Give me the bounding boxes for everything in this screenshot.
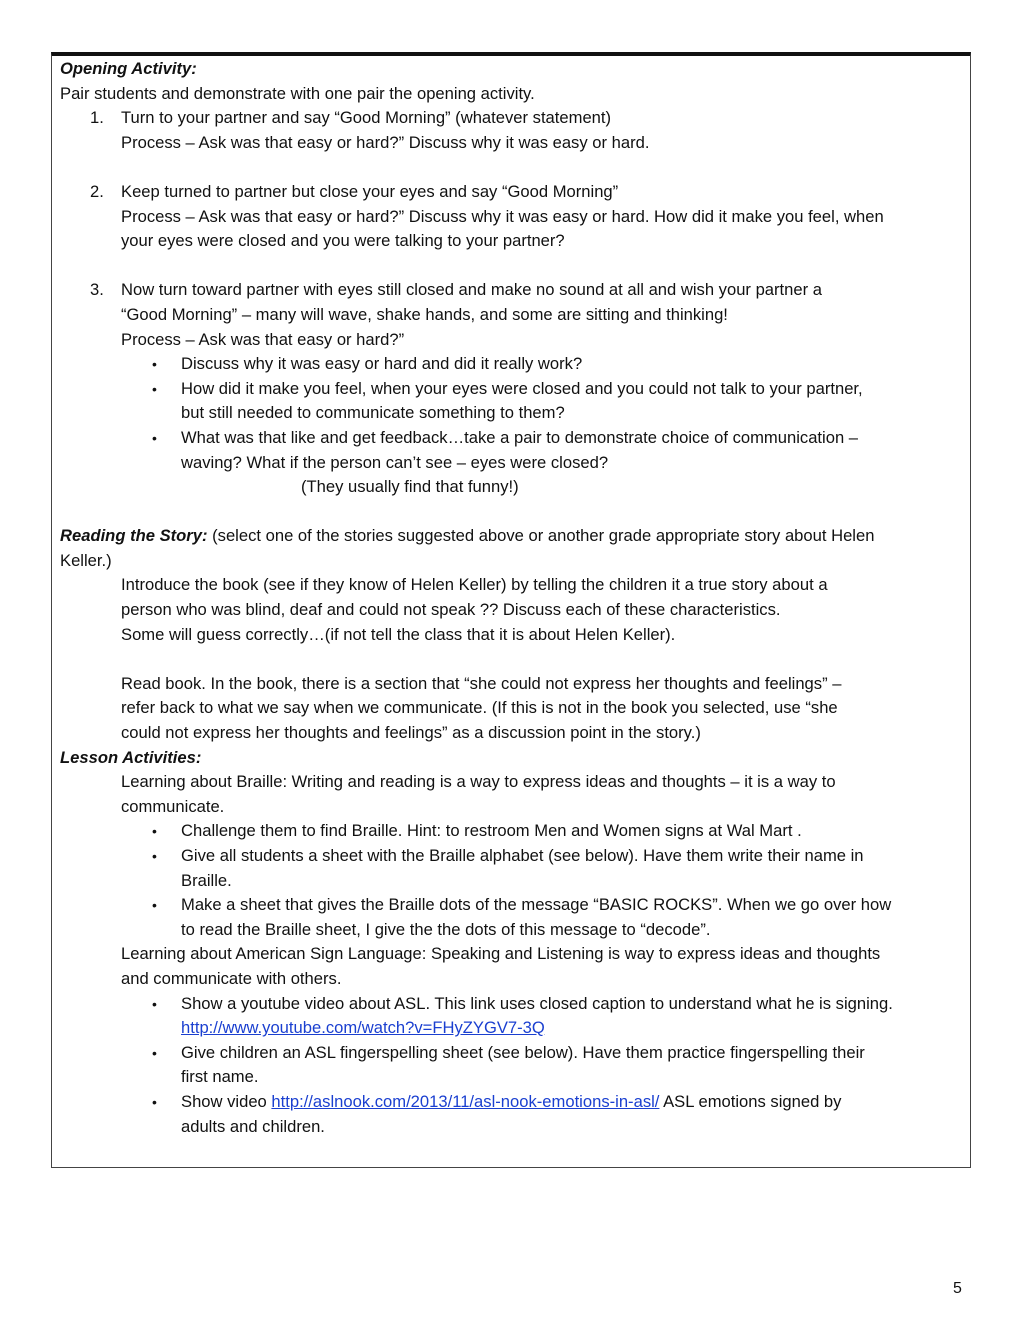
list-item: • Show a youtube video about ASL. This link uses closed caption to understand what he is signing. xyxy=(60,992,965,1017)
reading-p2-cont: refer back to what we say when we communicate. (If this is not in the book you selected, use “she xyxy=(121,698,838,718)
youtube-link[interactable]: http://www.youtube.com/watch?v=FHyZYGV7-3Q xyxy=(181,1018,545,1038)
lesson-heading: Lesson Activities: xyxy=(60,747,202,767)
step-2-process-cont: your eyes were closed and you were talking to your partner? xyxy=(121,231,565,251)
reading-p2: Read book. In the book, there is a section that “she could not express her thoughts and feelings” – xyxy=(121,673,842,693)
opening-intro: Pair students and demonstrate with one pair the opening activity. xyxy=(60,83,535,103)
list-item: • Give children an ASL fingerspelling sheet (see below). Have them practice fingerspelling their xyxy=(60,1041,965,1066)
reading-intro: Reading the Story: (select one of the stories suggested above or another grade appropriate story about Helen xyxy=(60,526,875,546)
list-item-cont: adults and children. xyxy=(181,1116,325,1136)
document-body xyxy=(60,57,965,1139)
list-item-cont: Braille. xyxy=(181,870,232,890)
step-3-process: Process – Ask was that easy or hard?” xyxy=(121,329,405,349)
asl-intro: Learning about American Sign Language: Speaking and Listening is way to express ideas and thoughts xyxy=(121,944,881,964)
step-1: 1. Turn to your partner and say “Good Morning” (whatever statement) xyxy=(60,106,965,131)
reading-p1-cont: Some will guess correctly…(if not tell the class that it is about Helen Keller). xyxy=(121,624,676,644)
reading-p2-cont: could not express her thoughts and feelings” as a discussion point in the story.) xyxy=(121,723,701,743)
bullet-icon: • xyxy=(152,823,157,840)
bullet-icon: • xyxy=(152,848,157,864)
bullet-icon: • xyxy=(152,356,157,373)
bullet-icon: • xyxy=(152,1044,157,1061)
page-number: 5 xyxy=(953,1280,962,1297)
list-item: • Make a sheet that gives the Braille dots of the message “BASIC ROCKS”. When we go over how xyxy=(60,893,965,918)
asl-intro-cont: and communicate with others. xyxy=(121,968,342,988)
list-item-cont: but still needed to communicate something to them? xyxy=(181,403,565,423)
list-item-cont xyxy=(60,1016,965,1041)
list-item: • How did it make you feel, when your eyes were closed and you could not talk to your partner, xyxy=(60,377,965,402)
list-item: • Give all students a sheet with the Braille alphabet (see below). Have them write their name in xyxy=(60,844,965,869)
reading-p1: Introduce the book (see if they know of Helen Keller) by telling the children it a true story about a xyxy=(121,575,828,595)
opening-heading: Opening Activity: xyxy=(60,59,197,78)
step-1-number: 1. xyxy=(90,108,104,128)
step-3: 3. Now turn toward partner with eyes still closed and make no sound at all and wish your partner a xyxy=(60,278,965,303)
braille-intro-cont: communicate. xyxy=(121,796,225,816)
bullet-icon: • xyxy=(152,380,157,397)
list-item: • Challenge them to find Braille. Hint: to restroom Men and Women signs at Wal Mart . xyxy=(60,819,965,844)
bullet-icon: • xyxy=(152,429,157,446)
step-2: 2. Keep turned to partner but close your eyes and say “Good Morning” xyxy=(60,180,965,205)
braille-intro: Learning about Braille: Writing and reading is a way to express ideas and thoughts – it is a way to xyxy=(121,772,836,792)
step-2-process: Process – Ask was that easy or hard?” Discuss why it was easy or hard. How did it make you feel, when xyxy=(121,206,884,226)
reading-intro-cont: Keller.) xyxy=(60,550,112,570)
step-3-cont: “Good Morning” – many will wave, shake hands, and some are sitting and thinking! xyxy=(121,304,728,324)
bullet-icon: • xyxy=(152,995,157,1012)
list-item-cont: waving? What if the person can’t see – eyes were closed? xyxy=(181,452,609,472)
bullet-icon: • xyxy=(152,1093,157,1110)
list-item-cont: to read the Braille sheet, I give the the dots of this message to “decode”. xyxy=(181,919,711,939)
bullet-icon: • xyxy=(152,897,157,914)
step-2-number: 2. xyxy=(90,181,104,201)
list-item: • Discuss why it was easy or hard and did it really work? xyxy=(60,352,965,377)
step-3-number: 3. xyxy=(90,280,104,300)
reading-heading: Reading the Story: xyxy=(60,526,208,546)
list-item: • Show video http://aslnook.com/2013/11/asl-nook-emotions-in-asl/ ASL emotions signed by xyxy=(60,1090,965,1115)
list-item-cont: first name. xyxy=(181,1067,259,1087)
funny-note: (They usually find that funny!) xyxy=(301,477,519,497)
aslnook-link[interactable]: http://aslnook.com/2013/11/asl-nook-emotions-in-asl/ xyxy=(271,1091,660,1111)
reading-p1-cont: person who was blind, deaf and could not speak ?? Discuss each of these characteristics. xyxy=(121,600,781,620)
list-item: • What was that like and get feedback…take a pair to demonstrate choice of communication – xyxy=(60,426,965,451)
step-1-process: Process – Ask was that easy or hard?” Discuss why it was easy or hard. xyxy=(121,132,650,152)
